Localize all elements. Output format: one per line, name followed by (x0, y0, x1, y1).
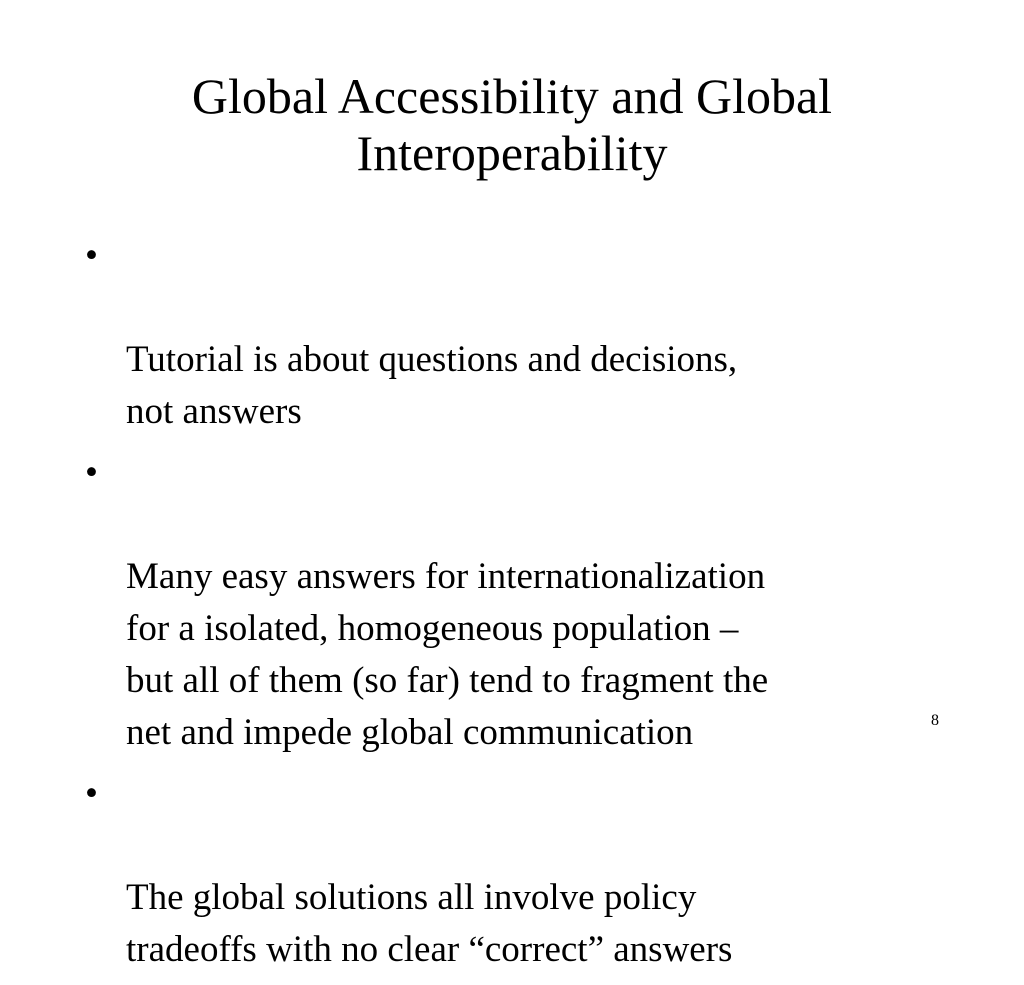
bullet-item (85, 768, 985, 976)
bullet-point-icon: • (85, 773, 98, 814)
slide-title: Global Accessibility and Global Interoperability (191, 68, 833, 181)
bullet-text: The global solutions all involve policy tradeoffs with no clear “correct” answers (126, 877, 733, 970)
bullet-text: Tutorial is about questions and decisions, not answers (126, 339, 738, 432)
slide-number: 8 (931, 712, 939, 729)
bullet-item (85, 447, 985, 759)
bullet-point-icon: • (85, 235, 98, 276)
bullet-text: Many easy answers for internationalization for a isolated, homogeneous population – but all of them (so far) tend to fragment the net and impede global communication (126, 556, 769, 753)
bullet-list (85, 230, 985, 985)
bullet-item (85, 230, 985, 438)
bullet-point-icon: • (85, 452, 98, 493)
